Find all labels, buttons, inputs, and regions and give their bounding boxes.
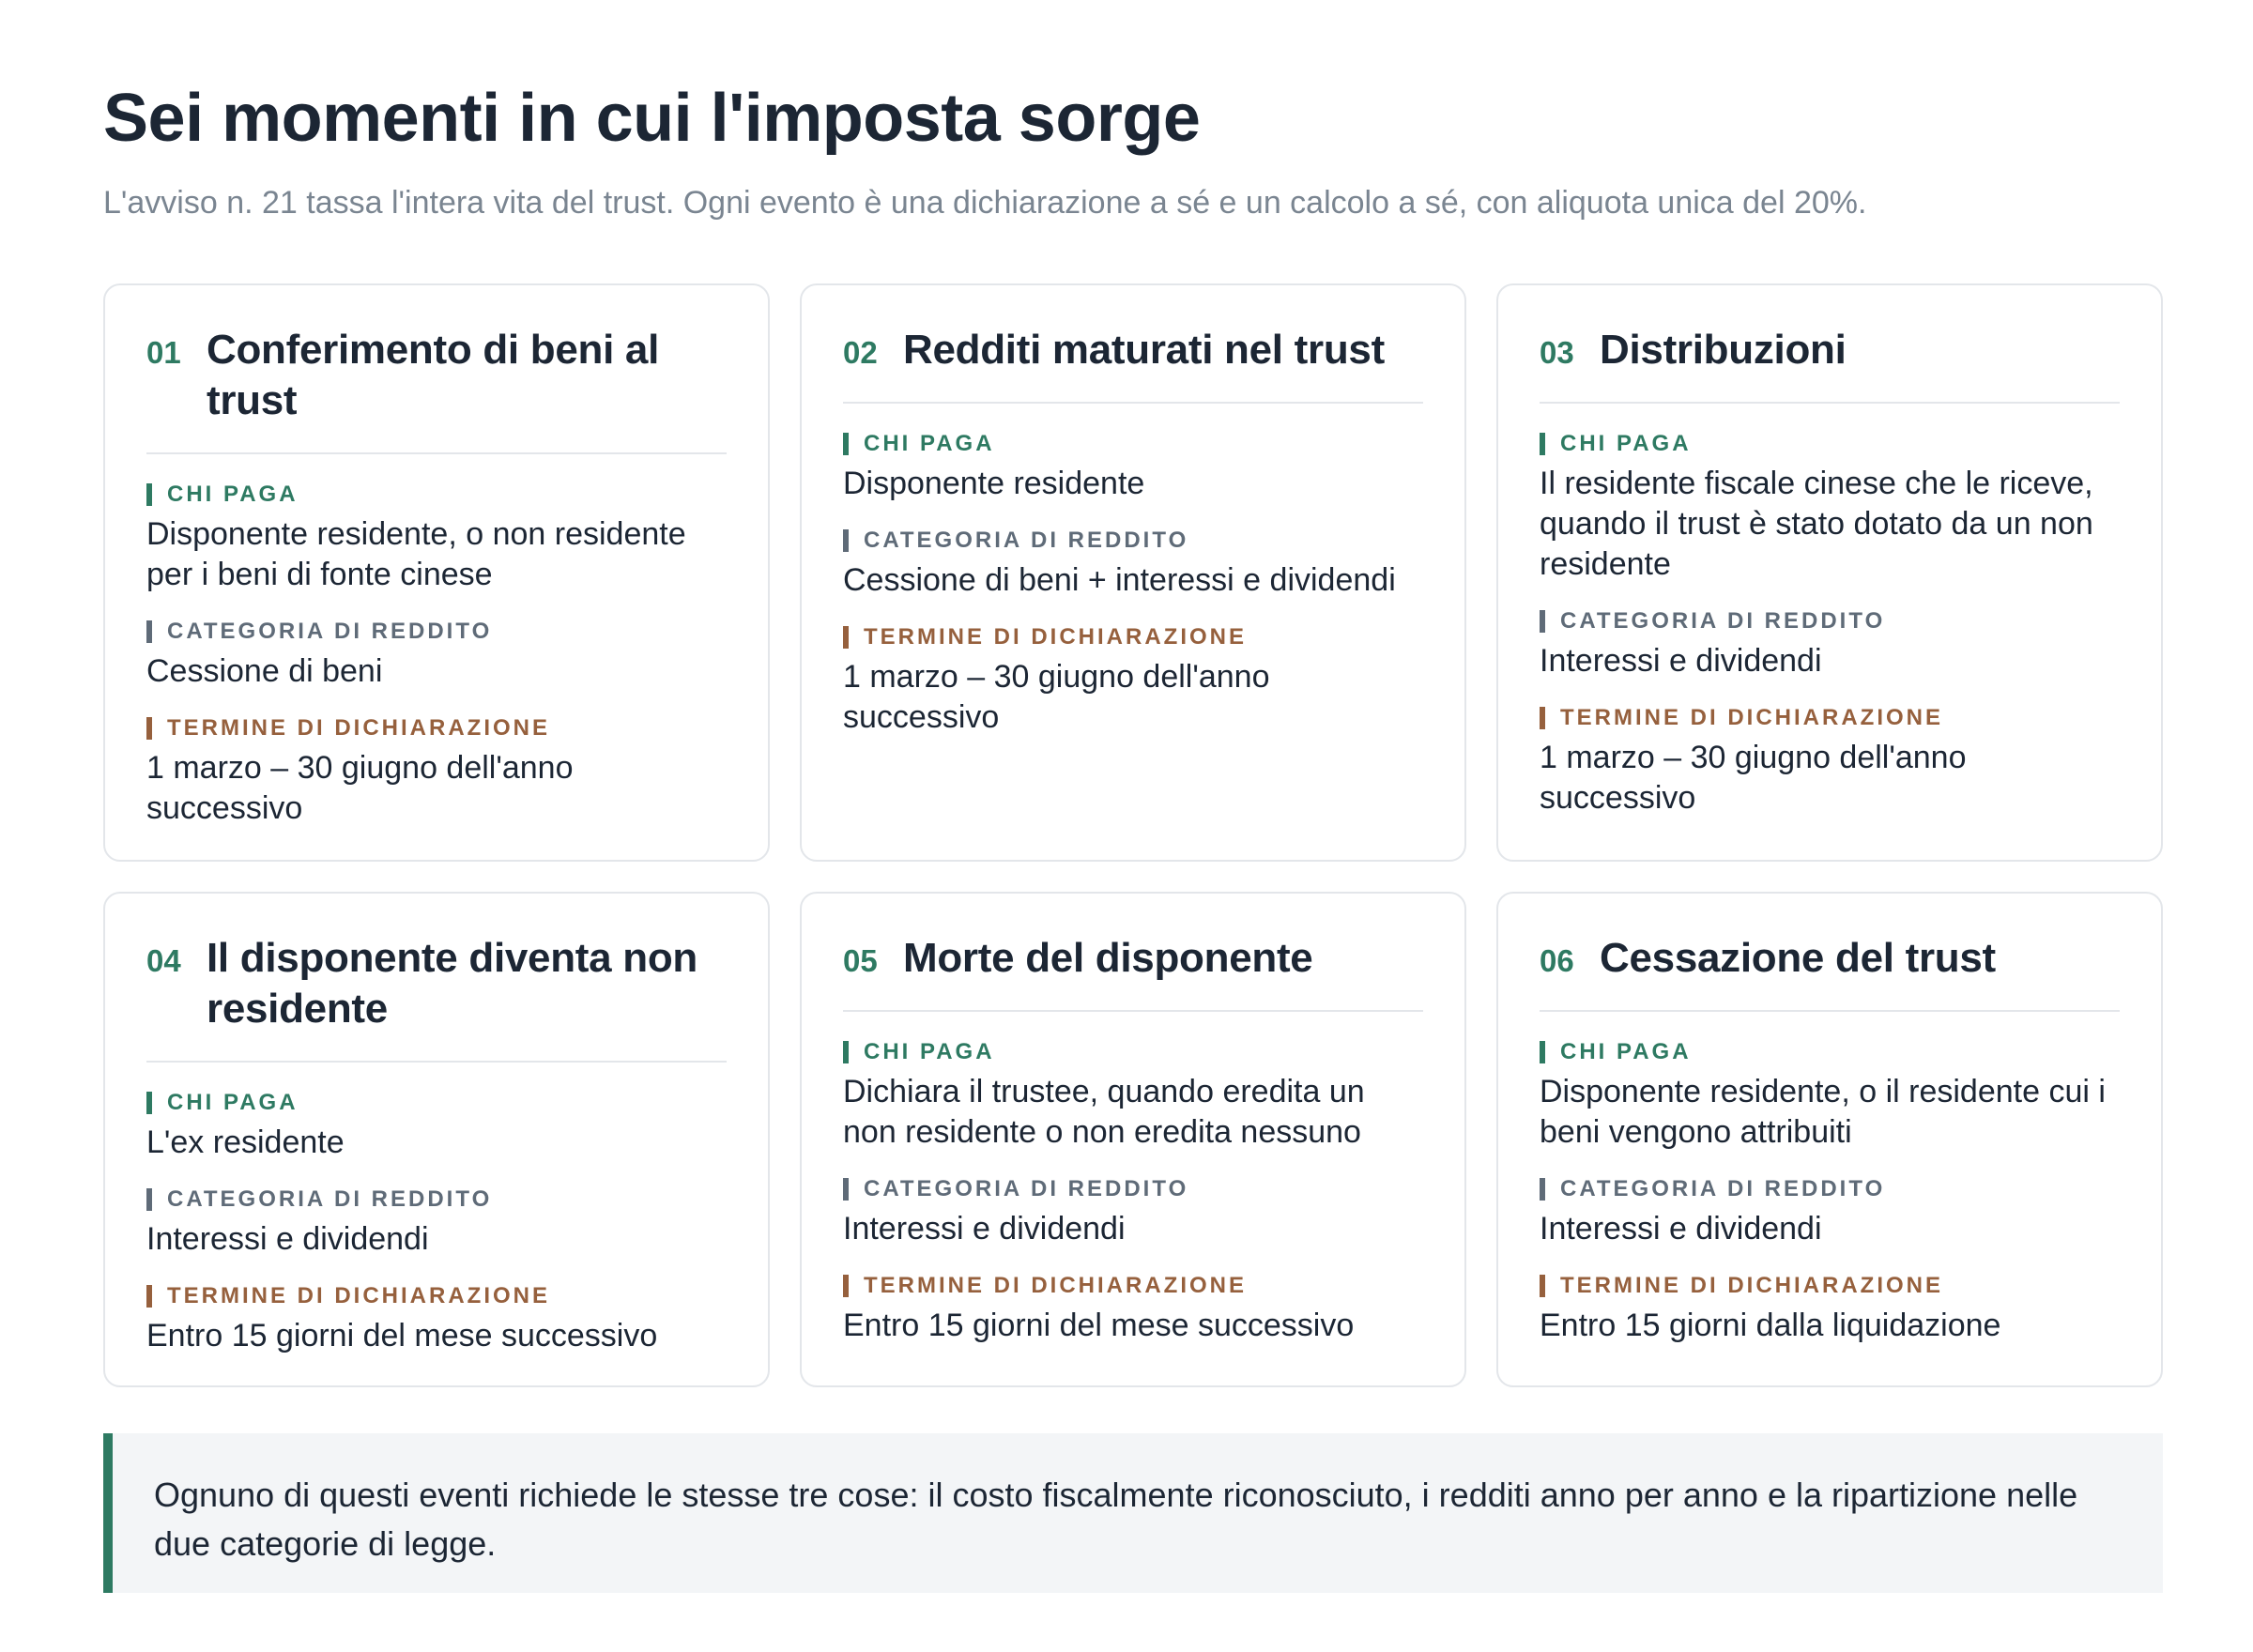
card-title: Conferimento di beni al trust xyxy=(207,327,660,423)
category-value: Interessi e dividendi xyxy=(146,1221,429,1257)
category-field xyxy=(843,527,1423,601)
summary-callout xyxy=(103,1433,2163,1593)
deadline-value: 1 marzo – 30 giugno dell'anno successivo xyxy=(1540,740,1967,816)
deadline-label: TERMINE DI DICHIARAZIONE xyxy=(843,623,1423,651)
category-field xyxy=(146,1185,727,1260)
category-value: Interessi e dividendi xyxy=(1540,643,1822,679)
category-value: Cessione di beni + interessi e dividendi xyxy=(843,562,1396,598)
card-title: Redditi maturati nel trust xyxy=(903,327,1385,373)
payer-label: CHI PAGA xyxy=(1540,1038,2120,1066)
card-number: 02 xyxy=(843,335,878,370)
event-card-06 xyxy=(1496,892,2163,1387)
card-header xyxy=(1540,325,2120,375)
card-number: 03 xyxy=(1540,335,1574,370)
card-header xyxy=(843,933,1423,984)
category-label: CATEGORIA DI REDDITO xyxy=(843,527,1423,555)
payer-value: Disponente residente xyxy=(843,466,1145,501)
deadline-label: TERMINE DI DICHIARAZIONE xyxy=(1540,1272,2120,1300)
deadline-field xyxy=(146,714,727,829)
card-number: 04 xyxy=(146,943,181,978)
payer-value: Disponente residente, o non residente per i beni di fonte cinese xyxy=(146,516,686,592)
card-header xyxy=(843,325,1423,375)
category-label: CATEGORIA DI REDDITO xyxy=(843,1175,1423,1203)
card-header xyxy=(1540,933,2120,984)
deadline-field xyxy=(843,623,1423,738)
payer-value: Disponente residente, o il residente cui i beni vengono attribuiti xyxy=(1540,1074,2106,1150)
deadline-field xyxy=(1540,1272,2120,1346)
category-field xyxy=(843,1175,1423,1249)
page-title: Sei momenti in cui l'imposta sorge xyxy=(103,81,1201,156)
payer-field xyxy=(843,1038,1423,1153)
payer-value: Dichiara il trustee, quando eredita un non residente o non eredita nessuno xyxy=(843,1074,1365,1150)
deadline-field xyxy=(1540,704,2120,818)
category-field xyxy=(1540,1175,2120,1249)
card-divider xyxy=(843,402,1423,404)
deadline-value: Entro 15 giorni del mese successivo xyxy=(146,1318,658,1354)
card-divider xyxy=(1540,402,2120,404)
card-header xyxy=(146,933,727,1034)
payer-field xyxy=(1540,1038,2120,1153)
callout-text: Ognuno di questi eventi richiede le stesse tre cose: il costo fiscalmente riconosciuto, i redditi anno per anno e la ripartizione nelle due categorie di legge. xyxy=(154,1476,2078,1563)
card-number: 06 xyxy=(1540,943,1574,978)
category-field xyxy=(146,618,727,692)
page-subtitle: L'avviso n. 21 tassa l'intera vita del trust. Ogni evento è una dichiarazione a sé e un calcolo a sé, con aliquota unica del 20%. xyxy=(103,185,1867,221)
deadline-value: Entro 15 giorni del mese successivo xyxy=(843,1308,1355,1343)
category-value: Interessi e dividendi xyxy=(843,1211,1126,1247)
card-divider xyxy=(1540,1010,2120,1012)
card-title: Il disponente diventa non residente xyxy=(207,935,697,1032)
category-value: Cessione di beni xyxy=(146,653,383,689)
payer-field xyxy=(843,430,1423,504)
category-label: CATEGORIA DI REDDITO xyxy=(1540,1175,2120,1203)
payer-label: CHI PAGA xyxy=(843,430,1423,458)
payer-label: CHI PAGA xyxy=(843,1038,1423,1066)
deadline-label: TERMINE DI DICHIARAZIONE xyxy=(843,1272,1423,1300)
event-card-02 xyxy=(800,283,1466,862)
card-title: Cessazione del trust xyxy=(1600,935,1996,981)
payer-label: CHI PAGA xyxy=(146,1089,727,1117)
payer-label: CHI PAGA xyxy=(146,481,727,509)
card-number: 05 xyxy=(843,943,878,978)
card-number: 01 xyxy=(146,335,181,370)
event-card-05 xyxy=(800,892,1466,1387)
card-divider xyxy=(146,452,727,454)
card-title: Morte del disponente xyxy=(903,935,1313,981)
category-label: CATEGORIA DI REDDITO xyxy=(146,618,727,646)
deadline-field xyxy=(843,1272,1423,1346)
card-header xyxy=(146,325,727,426)
deadline-value: Entro 15 giorni dalla liquidazione xyxy=(1540,1308,2001,1343)
payer-label: CHI PAGA xyxy=(1540,430,2120,458)
category-value: Interessi e dividendi xyxy=(1540,1211,1822,1247)
payer-field xyxy=(146,481,727,595)
card-divider xyxy=(146,1061,727,1063)
event-card-03 xyxy=(1496,283,2163,862)
event-card-01 xyxy=(103,283,770,862)
payer-field xyxy=(146,1089,727,1163)
deadline-field xyxy=(146,1282,727,1356)
deadline-label: TERMINE DI DICHIARAZIONE xyxy=(146,1282,727,1310)
payer-value: L'ex residente xyxy=(146,1124,345,1160)
deadline-label: TERMINE DI DICHIARAZIONE xyxy=(146,714,727,742)
card-divider xyxy=(843,1010,1423,1012)
category-label: CATEGORIA DI REDDITO xyxy=(1540,607,2120,635)
payer-value: Il residente fiscale cinese che le riceve, quando il trust è stato dotato da un non residente xyxy=(1540,466,2093,582)
category-field xyxy=(1540,607,2120,681)
payer-field xyxy=(1540,430,2120,585)
deadline-value: 1 marzo – 30 giugno dell'anno successivo xyxy=(146,750,574,826)
deadline-value: 1 marzo – 30 giugno dell'anno successivo xyxy=(843,659,1270,735)
event-card-04 xyxy=(103,892,770,1387)
card-title: Distribuzioni xyxy=(1600,327,1847,373)
category-label: CATEGORIA DI REDDITO xyxy=(146,1185,727,1214)
deadline-label: TERMINE DI DICHIARAZIONE xyxy=(1540,704,2120,732)
